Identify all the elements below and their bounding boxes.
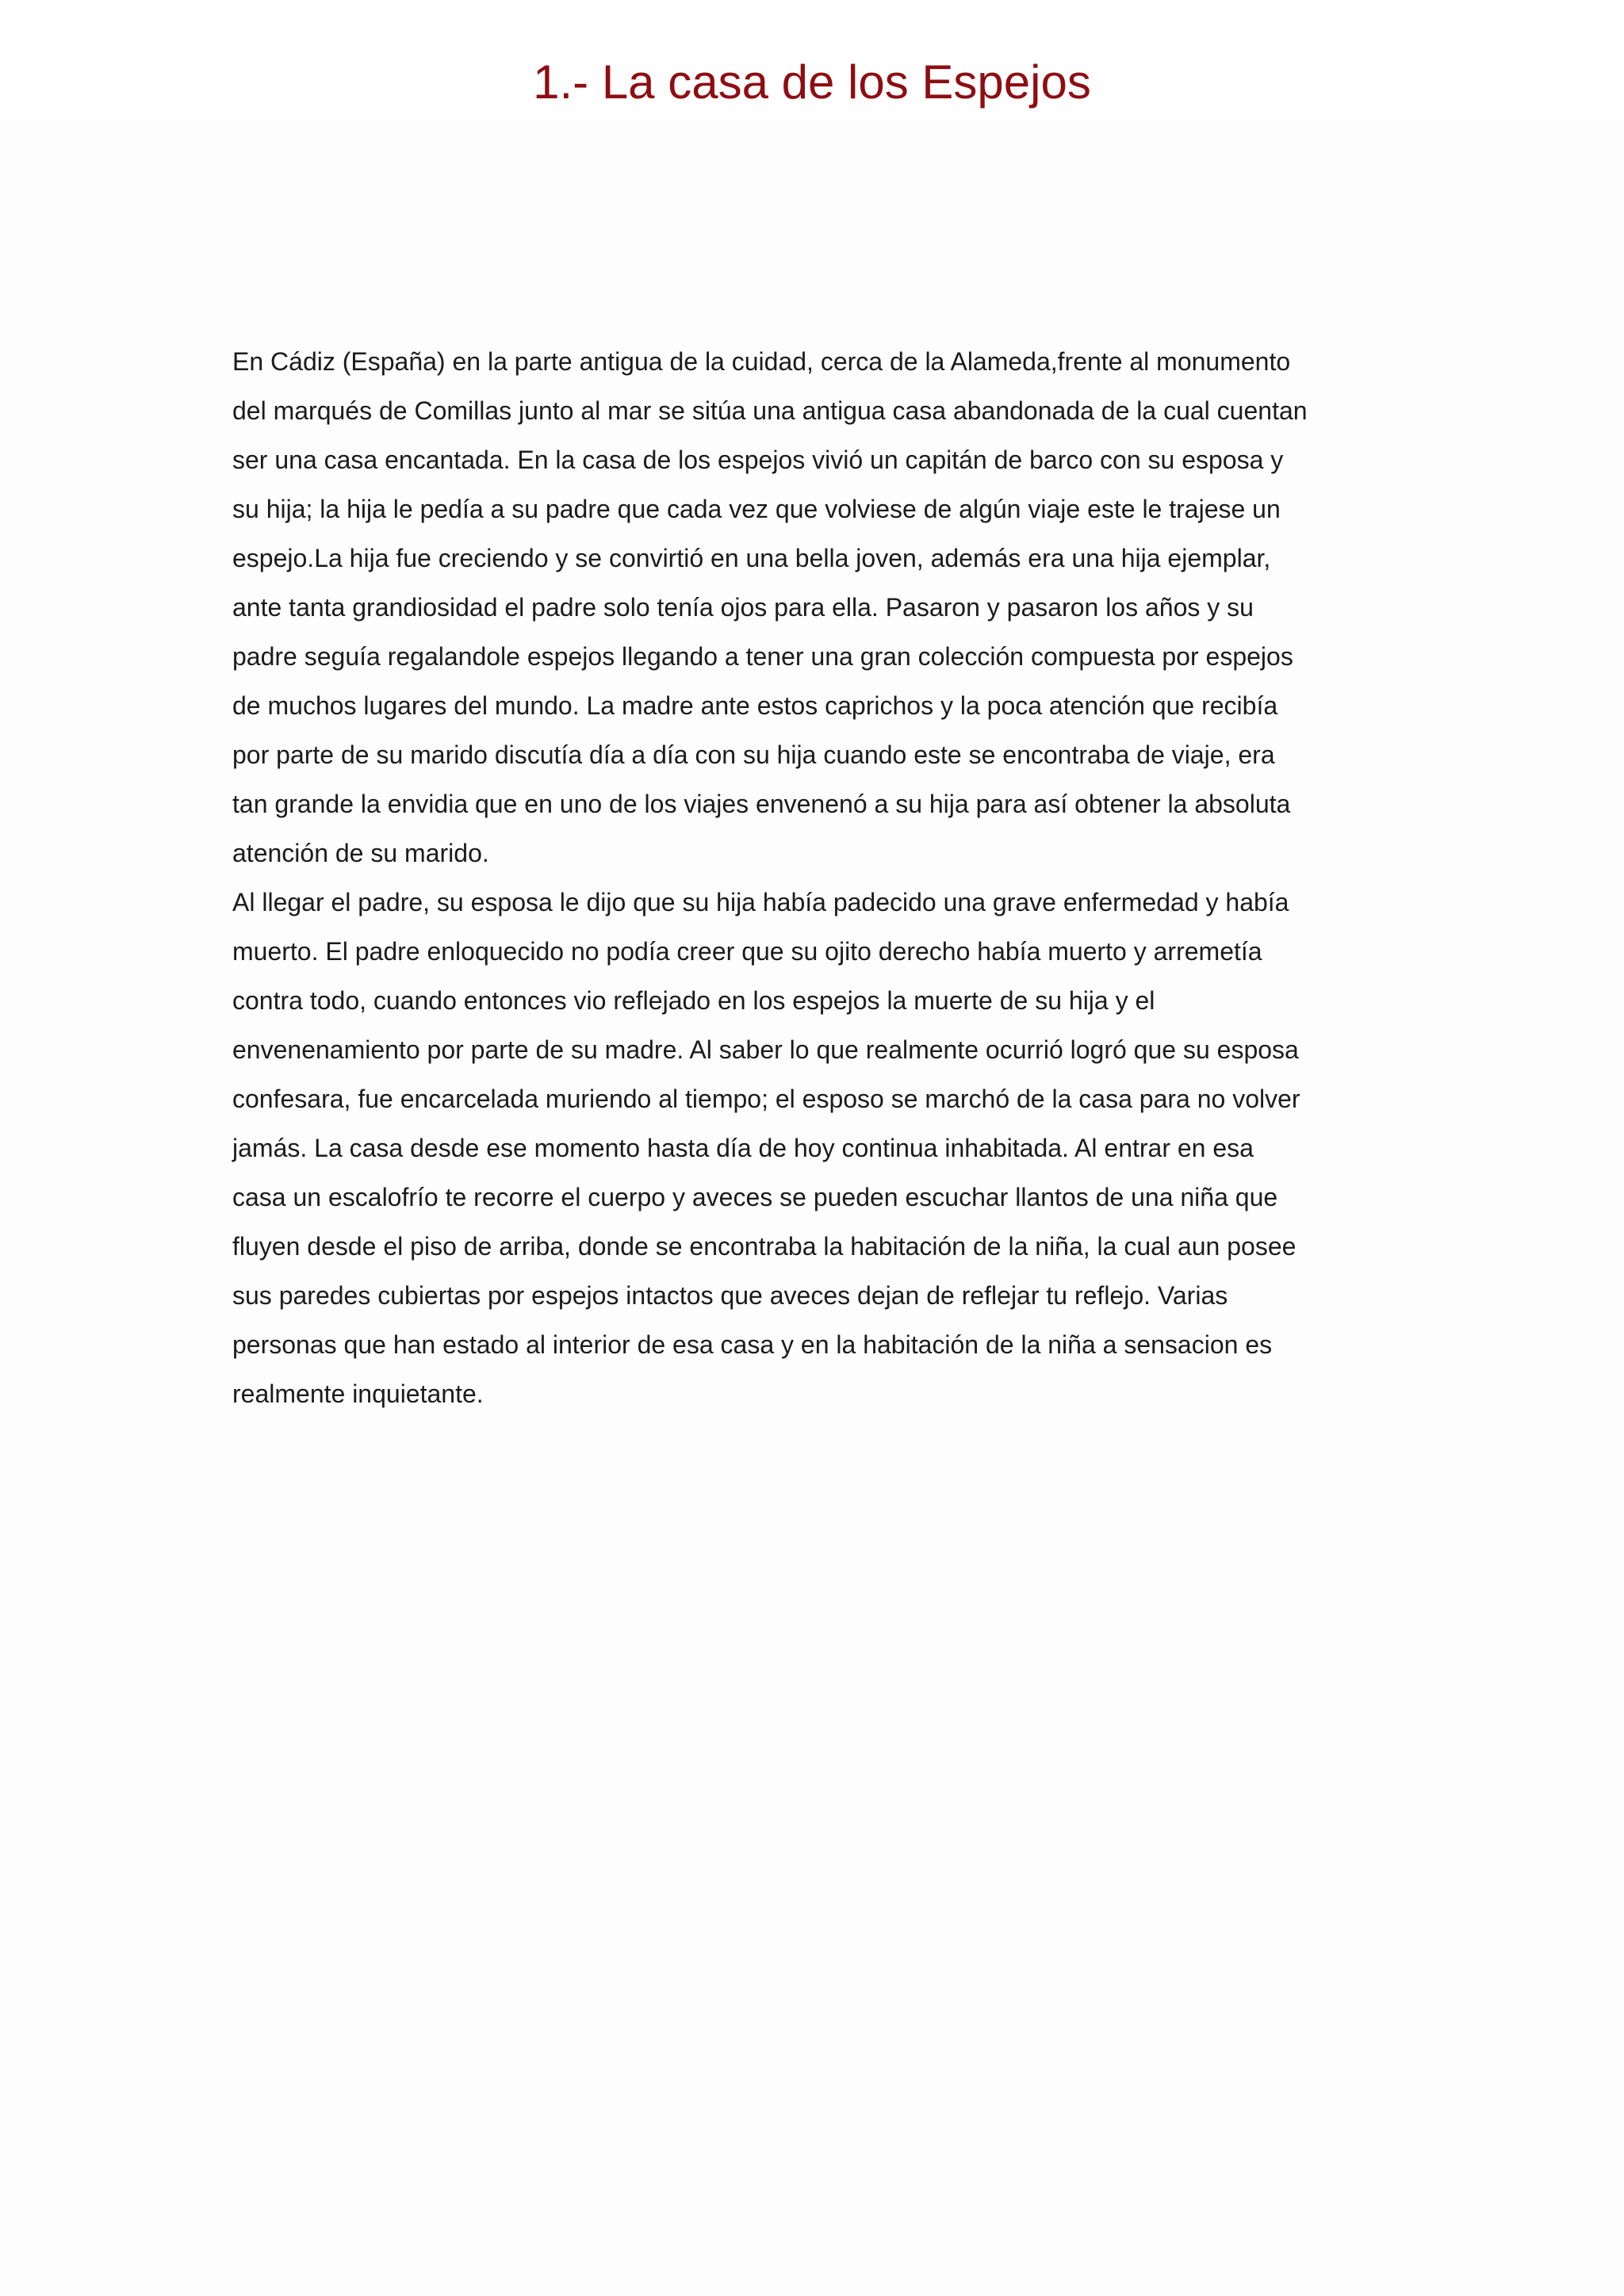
- paragraph-2: [232, 878, 1398, 1418]
- text-line: jamás. La casa desde ese momento hasta día de hoy continua inhabitada. Al entrar en esa: [232, 1134, 1254, 1162]
- text-line: personas que han estado al interior de esa casa y en la habitación de la niña a sensacion es: [232, 1330, 1273, 1359]
- text-line: En Cádiz (España) en la parte antigua de la cuidad, cerca de la Alameda,frente al monumento: [232, 347, 1291, 376]
- text-line: atención de su marido.: [232, 839, 489, 867]
- text-line: tan grande la envidia que en uno de los viajes envenenó a su hija para así obtener la absoluta: [232, 790, 1291, 818]
- text-line: confesara, fue encarcelada muriendo al tiempo; el esposo se marchó de la casa para no volver: [232, 1085, 1300, 1113]
- text-line: contra todo, cuando entonces vio reflejado en los espejos la muerte de su hija y el: [232, 986, 1155, 1015]
- paragraph-1: [232, 337, 1398, 878]
- text-line: realmente inquietante.: [232, 1380, 484, 1408]
- text-line: padre seguía regalandole espejos llegando a tener una gran colección compuesta por espejos: [232, 642, 1293, 671]
- text-line: muerto. El padre enloquecido no podía creer que su ojito derecho había muerto y arremetía: [232, 937, 1262, 966]
- text-line: espejo.La hija fue creciendo y se convirtió en una bella joven, además era una hija ejemplar,: [232, 544, 1271, 572]
- document-title: 1.- La casa de los Espejos: [533, 55, 1091, 109]
- text-line: Al llegar el padre, su esposa le dijo que su hija había padecido una grave enfermedad y había: [232, 888, 1289, 916]
- text-line: ser una casa encantada. En la casa de los espejos vivió un capitán de barco con su esposa y: [232, 446, 1284, 474]
- text-line: casa un escalofrío te recorre el cuerpo y aveces se pueden escuchar llantos de una niña que: [232, 1183, 1278, 1211]
- text-line: de muchos lugares del mundo. La madre ante estos caprichos y la poca atención que recibía: [232, 691, 1278, 720]
- text-line: su hija; la hija le pedía a su padre que cada vez que volviese de algún viaje este le trajese un: [232, 495, 1281, 523]
- text-line: fluyen desde el piso de arriba, donde se encontraba la habitación de la niña, la cual aun posee: [232, 1232, 1297, 1261]
- text-line: envenenamiento por parte de su madre. Al saber lo que realmente ocurrió logró que su esposa: [232, 1035, 1299, 1064]
- text-line: ante tanta grandiosidad el padre solo tenía ojos para ella. Pasaron y pasaron los años y su: [232, 593, 1254, 622]
- text-line: del marqués de Comillas junto al mar se sitúa una antigua casa abandonada de la cual cuentan: [232, 396, 1308, 425]
- document-body: [232, 337, 1398, 1418]
- text-line: por parte de su marido discutía día a día con su hija cuando este se encontraba de viaje, era: [232, 740, 1275, 769]
- text-line: sus paredes cubiertas por espejos intactos que aveces dejan de reflejar tu reflejo. Varias: [232, 1281, 1228, 1310]
